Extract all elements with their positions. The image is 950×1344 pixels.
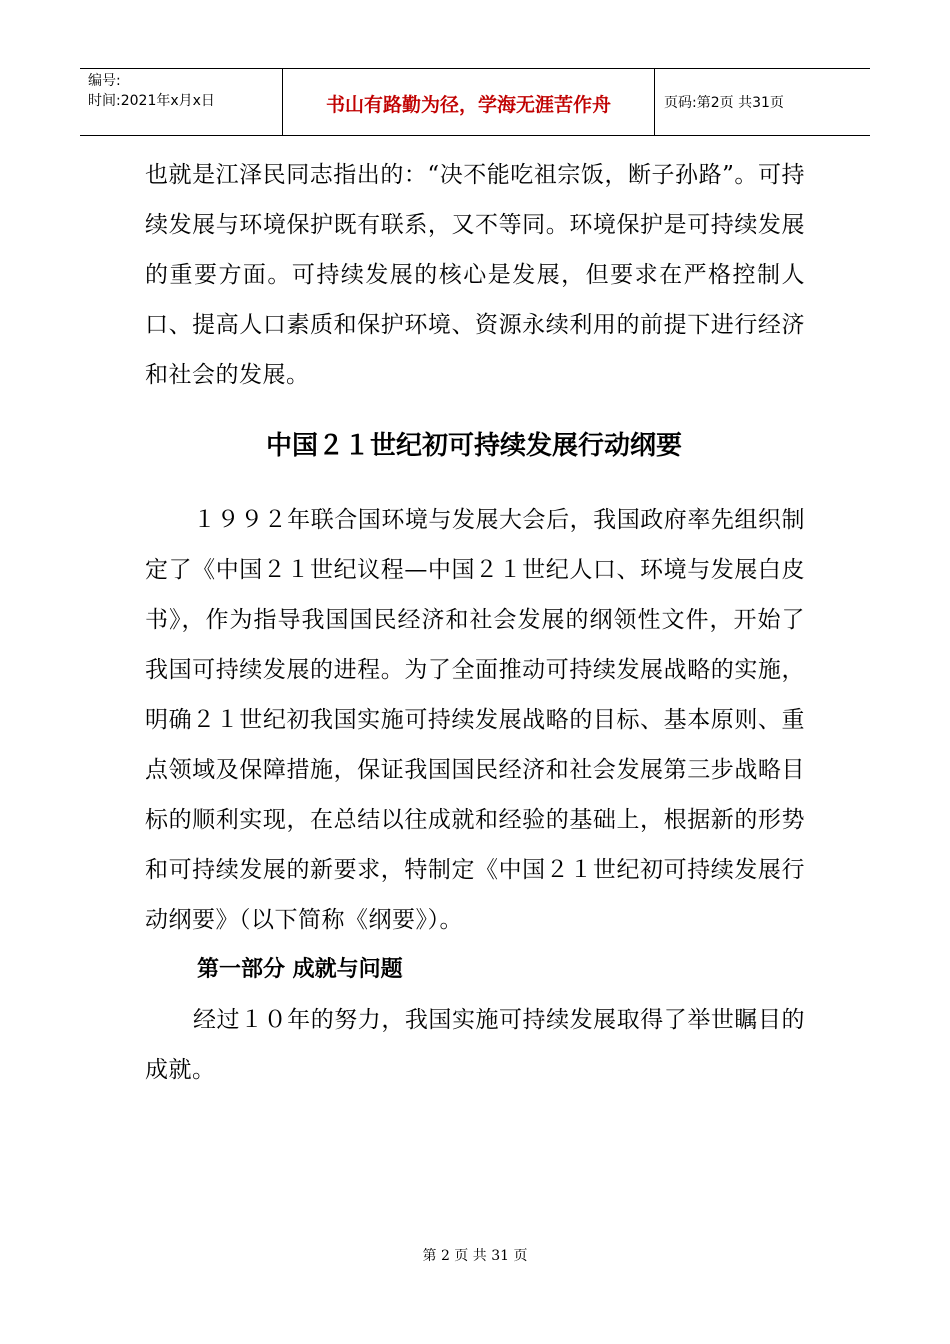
document-time-label: 时间:2021年x月x日: [88, 93, 215, 109]
header-meta: [80, 69, 283, 135]
document-number-label: 编号:: [88, 73, 121, 89]
section-title: 中国２１世纪初可持续发展行动纲要: [265, 431, 682, 461]
page-header: [80, 68, 870, 136]
paragraph-intro: １９９２年联合国环境与发展大会后，我国政府率先组织制定了《中国２１世纪议程—中国２１世纪人口、环境与发展白皮书》，作为指导我国国民经济和社会发展的纲领性文件，开始了我国可持续发展的进程。为了全面推动可持续发展战略的实施，明确２１世纪初我国实施可持续发展战略的目标、基本原则、重点领域及保障措施，保证我国国民经济和社会发展第三步战略目标的顺利实现，在总结以往成就和经验的基础上，根据新的形势和可持续发展的新要求，特制定《中国２１世纪初可持续发展行动纲要》（以下简称《纲要》）。: [145, 507, 805, 933]
page-footer: 第 2 页 共 31 页: [422, 1248, 528, 1264]
part-heading: 第一部分 成就与问题: [197, 957, 403, 982]
paragraph-achievements: 经过１０年的努力，我国实施可持续发展取得了举世瞩目的成就。: [145, 1007, 805, 1083]
header-motto: 书山有路勤为径，学海无涯苦作舟: [283, 69, 655, 135]
header-page-info: 页码:第2页 共31页: [664, 95, 784, 111]
document-body: [145, 150, 805, 1095]
paragraph-continuation: 也就是江泽民同志指出的：“决不能吃祖宗饭，断子孙路”。可持续发展与环境保护既有联系，又不等同。环境保护是可持续发展的重要方面。可持续发展的核心是发展，但要求在严格控制人口、提高人口素质和保护环境、资源永续利用的前提下进行经济和社会的发展。: [145, 162, 805, 388]
